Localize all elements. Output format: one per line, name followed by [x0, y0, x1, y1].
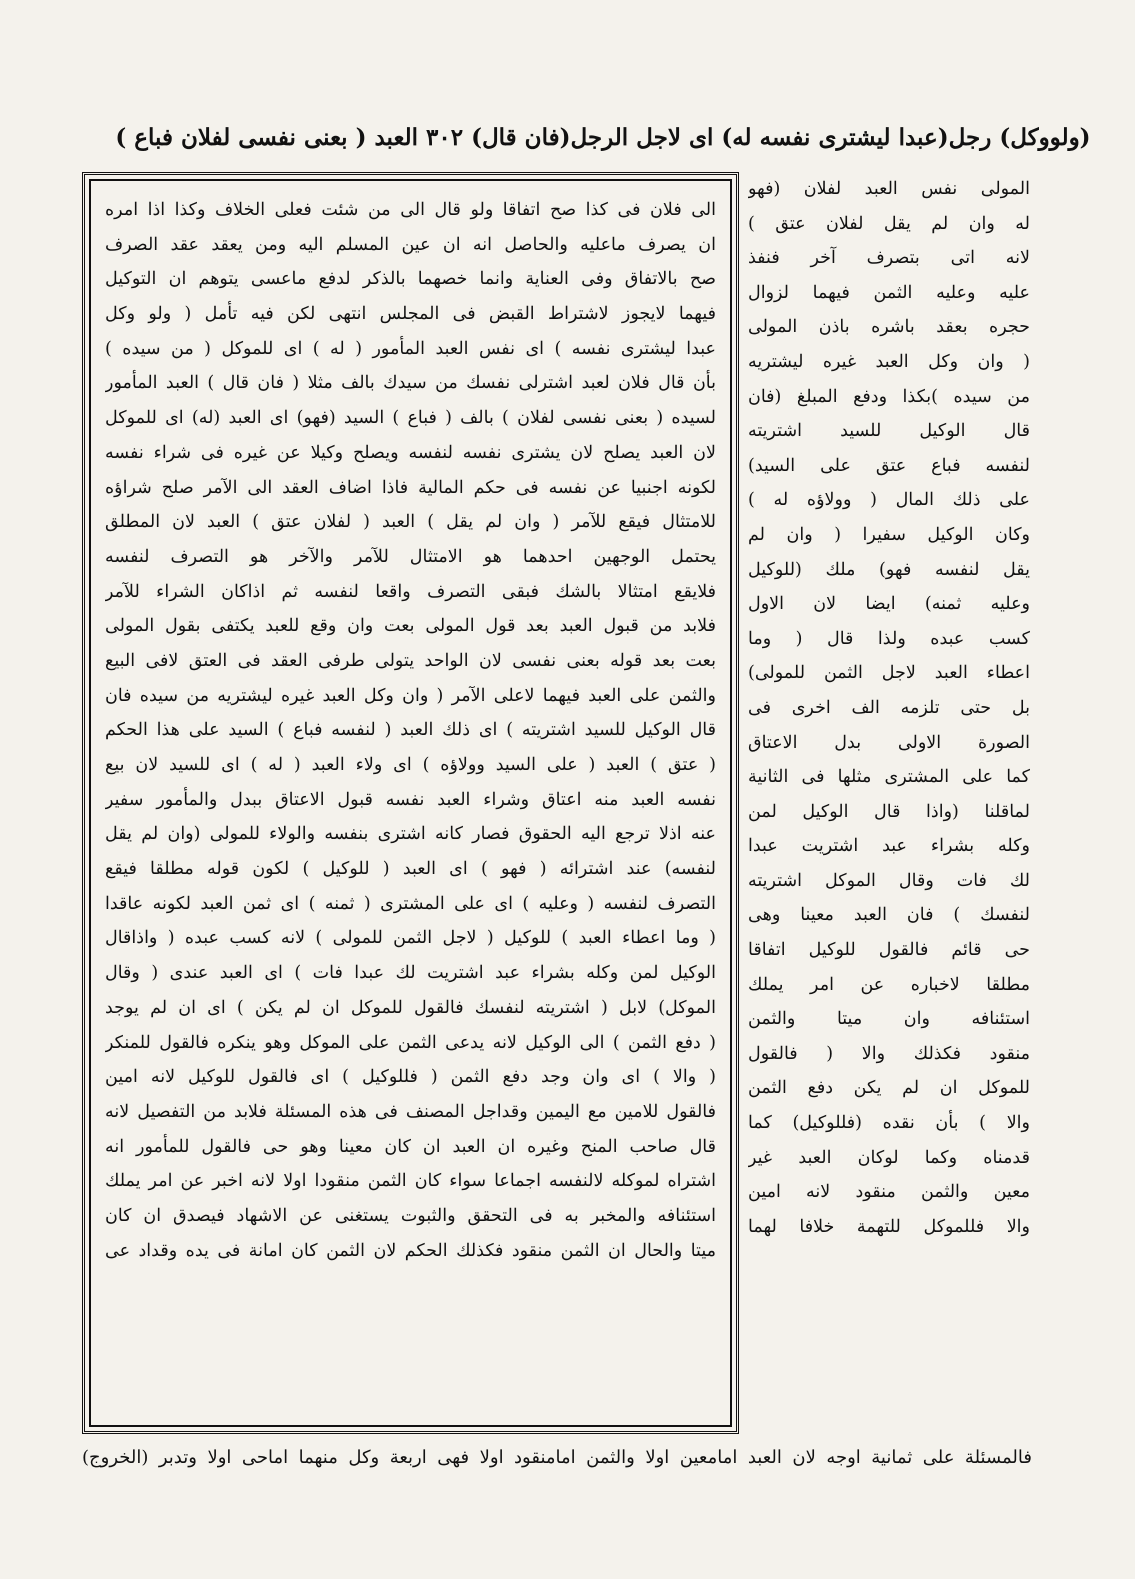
main-text-line: قال الوكيل للسيد اشتريته ) اى ذلك العبد ( لنفسه فباع ) السيد على هذا الحكم	[105, 720, 716, 741]
margin-text-line: لنفسك ) فان العبد معينا وهى	[748, 905, 1030, 926]
main-text-line: فالقول للامين مع اليمين وقداجل المصنف فى هذه المسئلة فلابد من التفصيل لانه	[105, 1101, 716, 1122]
main-text-line: فلابد من قبول العبد بعد قول المولى بعت وان وقع للعبد يكتفى بقول المولى	[105, 616, 716, 637]
main-text-line: للامتثال فيقع للآمر ( وان لم يقل ) العبد ( لفلان عتق ) العبد لان المطلق	[105, 512, 716, 533]
margin-text-line: له وان لم يقل لفلان عتق )	[748, 213, 1030, 234]
margin-text-line: وكان الوكيل سفيرا ( وان لم	[748, 524, 1030, 545]
margin-text-line: كسب عبده ولذا قال ( وما	[748, 628, 1030, 649]
margin-commentary	[748, 172, 1030, 1437]
main-text-line: اشتراه لموكله لالنفسه اجماعا سواء كان الثمن منقودا اولا لانه اخبر عن امر يملك	[105, 1171, 716, 1192]
margin-text-line: كما على المشترى مثلها فى الثانية	[748, 767, 1030, 788]
margin-text-line: المولى نفس العبد لفلان (فهو	[748, 179, 1030, 199]
main-text-line: ( عتق ) العبد ( على السيد وولاؤه ) اى ولاء العبد ( له ) اى للسيد لان بيع	[105, 755, 716, 775]
main-text-line: لنفسه) عند اشترائه ( فهو ) اى العبد ( للوكيل ) لكون قوله مطلقا فيقع	[105, 859, 716, 880]
main-text-line: التصرف لنفسه ( وعليه ) اى على المشترى ( ثمنه ) اى ثمن العبد لكونه عاقدا	[105, 893, 716, 914]
main-text-line: استئنافه والمخبر به فى التحقق والثبوت يستغنى عن الاشهاد فيصدق ان كان	[105, 1205, 716, 1226]
margin-text-line: للموكل ان لم يكن دفع الثمن	[748, 1078, 1030, 1099]
margin-text-line: من سيده )بكذا ودفع المبلغ (فان	[748, 386, 1030, 407]
margin-text-line: مطلقا لاخباره عن امر يملك	[748, 974, 1030, 995]
main-text-line: قال صاحب المنح وغيره ان العبد ان كان معينا وهو حى فالقول للمأمور انه	[105, 1136, 716, 1157]
margin-text-line: لانه اتى بتصرف آخر فنفذ	[748, 248, 1030, 269]
main-text-line: ان يصرف ماعليه والحاصل انه ان عين المسلم اليه ومن يعقد عقد الصرف	[105, 234, 716, 255]
margin-text-line: وعليه ثمنه) ايضا لان الاول	[748, 594, 1030, 615]
main-text-line: فيهما لايجوز لاشتراط القبض فى المجلس انتهى لكن فيه تأمل ( ولو وكل	[105, 304, 716, 325]
margin-text-line: منقود فكذلك والا ( فالقول	[748, 1043, 1030, 1064]
running-header	[78, 118, 1128, 158]
main-text-line: ( والا ) اى وان وجد دفع الثمن ( فللوكيل ) اى فالقول للوكيل لانه امين	[105, 1067, 716, 1088]
margin-text-line: بل حتى تلزمه الف اخرى فى	[748, 697, 1030, 718]
main-text-line: ميتا والحال ان الثمن منقود فكذلك الحكم لان الثمن كان امانة فى يده وقداد عى	[105, 1240, 716, 1261]
main-text-line: صح بالاتفاق وفى العناية وانما خصهما بالذكر لدفع ماعسى يتوهم ان التوكيل	[105, 269, 716, 290]
footer-line	[82, 1440, 1032, 1476]
main-text-line: يحتمل الوجهين احدهما هو الامتثال للآمر والآخر هو التصرف لنفسه	[105, 546, 716, 567]
margin-text-line: والا فللموكل للتهمة خلافا لهما	[748, 1216, 1030, 1237]
main-text-line: ( وما اعطاء العبد ) للوكيل ( لاجل الثمن للمولى ) لانه كسب عبده ( واذاقال	[105, 928, 716, 949]
margin-text-line: ( وان وكل العبد غيره ليشتريه	[748, 351, 1030, 372]
footer-text: فالمسئلة على ثمانية اوجه لان العبد امامعين اولا والثمن امامنقود اولا فهى اربعة وكل منهما اماحى اولا وتدبر (الخروج)	[82, 1447, 1032, 1468]
margin-text-line: وكله بشراء عبد اشتريت عبدا	[748, 836, 1030, 857]
main-text-line: بأن قال فلان لعبد اشترلى نفسك من سيدك بالف مثلا ( فان قال ) العبد المأمور	[105, 373, 716, 394]
margin-text-line: لنفسه فباع عتق على السيد)	[748, 455, 1030, 476]
main-text-body	[89, 179, 732, 1427]
margin-text-line: معين والثمن منقود لانه امين	[748, 1182, 1030, 1203]
main-text-line: بعت بعد قوله بعنى نفسى لان الواحد يتولى طرفى العقد فى العتق لافى البيع	[105, 650, 716, 671]
margin-text-line: يقل لنفسه فهو) ملك (للوكيل	[748, 559, 1030, 580]
margin-text-line: الصورة الاولى بدل الاعتاق	[748, 732, 1030, 753]
main-text-line: الموكل) لابل ( اشتريته لنفسك فالقول للموكل ان لم يكن ) اى ان لم يوجد	[105, 997, 716, 1018]
main-text-line: لكونه اجنبيا عن نفسه فى حكم المالية فاذا اضاف العقد الى الآمر صلح شراؤه	[105, 477, 716, 498]
margin-text-line: قال الوكيل للسيد اشتريته	[748, 421, 1030, 442]
margin-text-line: على ذلك المال ( وولاؤه له )	[748, 490, 1030, 511]
margin-text-line: عليه وعليه الثمن فيهما لزوال	[748, 282, 1030, 303]
main-text-line: لسيده ( بعنى نفسى لفلان ) بالف ( فباع ) السيد (فهو) اى العبد (له) اى للموكل	[105, 408, 716, 429]
main-text-line: ( دفع الثمن ) الى الوكيل لانه يدعى الثمن على الموكل وهو ينكره فالقول للمنكر	[105, 1032, 716, 1053]
main-text-line: والثمن على العبد فيهما لاعلى الآمر ( وان وكل العبد غيره ليشتريه من سيده فان	[105, 685, 716, 706]
main-text-line: الى فلان فى كذا صح اتفاقا ولو قال الى من شئت فعلى الخلاف وكذا اذا امره	[105, 200, 716, 220]
main-text-line: عنه اذلا ترجع اليه الحقوق فصار كانه اشترى بنفسه والولاء للمولى (وان لم يقل	[105, 824, 716, 845]
main-text-line: الوكيل لمن وكله بشراء عبد اشتريت لك عبدا فات ) اى العبد عندى ( وقال	[105, 963, 716, 984]
margin-text-line: استئنافه وان ميتا والثمن	[748, 1009, 1030, 1030]
header-text: (ولووكل) رجل(عبدا ليشترى نفسه له) اى لاجل الرجل(فان قال) ٣٠٢ العبد ( بعنى نفسى لفلان فباع )	[115, 124, 1091, 151]
margin-text-line: والا ) بأن نقده (فللوكيل) كما	[748, 1113, 1030, 1134]
main-text-line: فلايقع امتثالا بالشك فبقى التصرف واقعا لنفسه ثم اذاكان الشراء للآمر	[105, 581, 716, 602]
margin-text-line: لماقلنا (واذا قال الوكيل لمن	[748, 801, 1030, 822]
margin-text-line: لك فات وقال الموكل اشتريته	[748, 870, 1030, 891]
margin-text-line: قدمناه وكما لوكان العبد غير	[748, 1147, 1030, 1168]
main-text-line: نفسه العبد منه اعتاق وشراء العبد نفسه قبول الاعتاق ببدل والمأمور سفير	[105, 789, 716, 810]
margin-text-line: حجره بعقد باشره باذن المولى	[748, 317, 1030, 338]
margin-text-line: اعطاء العبد لاجل الثمن للمولى)	[748, 663, 1030, 684]
main-text-line: لان العبد يصلح لان يشترى نفسه لنفسه ويصلح وكيلا عن غيره فى شراء نفسه	[105, 442, 716, 463]
margin-text-line: حى قائم فالقول للوكيل اتفاقا	[748, 940, 1030, 961]
main-text-line: عبدا ليشترى نفسه ) اى نفس العبد المأمور ( له ) اى للموكل ( من سيده )	[105, 338, 716, 359]
main-text-frame	[82, 172, 739, 1434]
